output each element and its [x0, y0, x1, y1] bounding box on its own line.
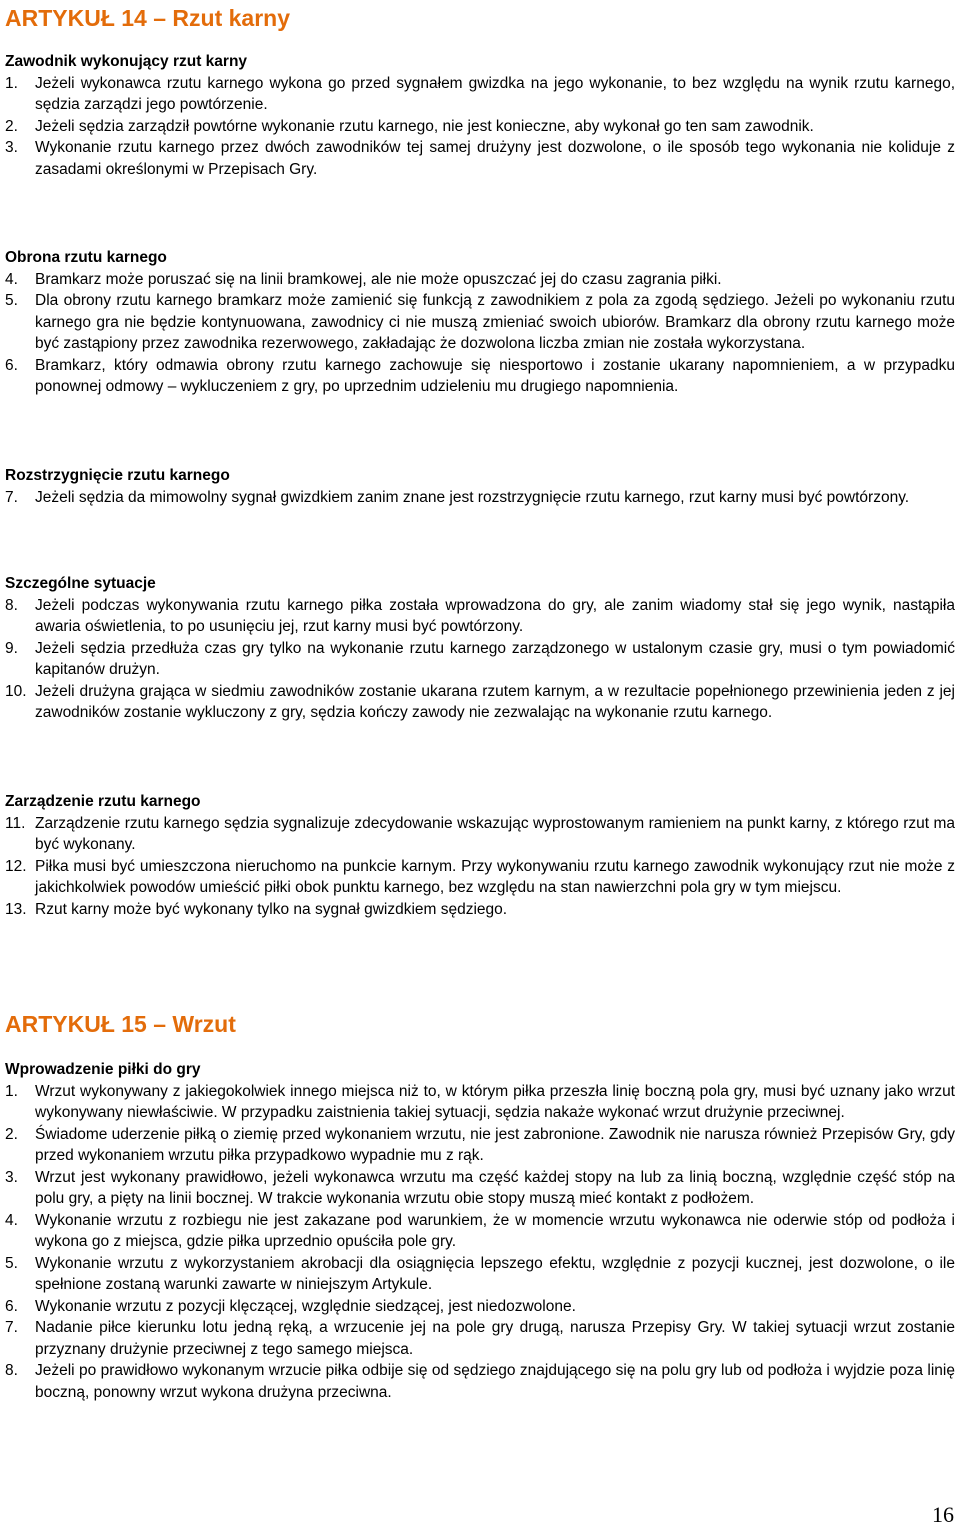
rule-item [5, 1210, 955, 1253]
section-ball-into-play [5, 1059, 955, 1403]
rule-text: Jeżeli sędzia da mimowolny sygnał gwizdkiem zanim znane jest rozstrzygnięcie rzutu karnego, rzut karny musi być powtórzony. [35, 488, 910, 506]
section-heading: Szczególne sytuacje [5, 575, 156, 592]
rule-number: 12. [5, 857, 27, 875]
rule-text: Wykonanie wrzutu z rozbiegu nie jest zakazane pod warunkiem, że w momencie wrzutu wykonawca nie oderwie stóp od podłoża i wykona go z miejsca, gdzie piłka uprzednio opuściła pole gry. [35, 1211, 955, 1250]
rule-item [5, 1167, 955, 1210]
rule-text: Jeżeli drużyna grająca w siedmiu zawodników zostanie ukarana rzutem karnym, a w rezultacie popełnionego przewinienia jeden z jej zawodników zostanie wykluczony z gry, sędzia kończy zawody nie zezwalając na wykonanie rzutu karnego. [35, 682, 955, 721]
rule-item [5, 269, 955, 291]
rule-item [5, 1296, 955, 1318]
rule-item [5, 595, 955, 638]
rule-text: Jeżeli sędzia przedłuża czas gry tylko na wykonanie rzutu karnego zarządzonego w ustalonym czasie gry, musi o tym powiadomić kapitanów drużyn. [35, 639, 955, 678]
rule-number: 5. [5, 1254, 18, 1272]
section-penalty-result [5, 465, 955, 508]
rule-number: 9. [5, 639, 18, 657]
article-15-title: ARTYKUŁ 15 – Wrzut [5, 1011, 236, 1037]
rule-item [5, 899, 955, 921]
rule-number: 13. [5, 900, 27, 918]
rule-text: Bramkarz może poruszać się na linii bramkowej, ale nie może opuszczać jej do czasu zagrania piłki. [35, 270, 722, 288]
section-heading: Obrona rzutu karnego [5, 249, 167, 266]
section-heading: Zawodnik wykonujący rzut karny [5, 53, 248, 70]
section-penalty-defence [5, 247, 955, 398]
section-heading: Wprowadzenie piłki do gry [5, 1061, 201, 1078]
rule-number: 10. [5, 682, 27, 700]
rule-item [5, 1253, 955, 1296]
rule-text: Wrzut jest wykonany prawidłowo, jeżeli wykonawca wrzutu ma część każdej stopy na lub za linią boczną, względnie część stóp na polu gry, a pięty na linii bocznej. W trakcie wykonania wrzutu obie stopy muszą mieć kontakt z podłożem. [35, 1168, 955, 1207]
rule-item [5, 1124, 955, 1167]
rule-text: Jeżeli wykonawca rzutu karnego wykona go przed sygnałem gwizdka na jego wykonanie, to bez względu na wynik rzutu karnego, sędzia zarządzi jego powtórzenie. [35, 74, 955, 113]
section-penalty-taker [5, 51, 955, 180]
rule-number: 7. [5, 1319, 18, 1336]
rule-text: Wykonanie wrzutu z pozycji klęczącej, względnie siedzącej, jest niedozwolone. [35, 1297, 576, 1315]
rule-text: Wykonanie rzutu karnego przez dwóch zawodników tej samej drużyny jest dozwolone, o ile sposób tego wykonania nie koliduje z zasadami określonymi w Przepisach Gry. [35, 139, 955, 178]
rule-number: 6. [5, 356, 18, 374]
article-14-title: ARTYKUŁ 14 – Rzut karny [5, 5, 291, 31]
rule-text: Rzut karny może być wykonany tylko na sygnał gwizdkiem sędziego. [35, 900, 508, 918]
rule-text: Świadome uderzenie piłką o ziemię przed wykonaniem wrzutu, nie jest zabronione. Zawodnik nie narusza również Przepisów Gry, gdy przed wykonaniem wrzutu piłka przypadkowo wypadnie mu z rąk. [35, 1125, 955, 1164]
rule-number: 7. [5, 488, 18, 506]
rule-item [5, 1081, 955, 1124]
rule-item [5, 1317, 955, 1360]
rule-number: 2. [5, 117, 18, 135]
rule-item [5, 487, 955, 509]
rule-number: 4. [5, 1211, 18, 1229]
rule-text: Nadanie piłce kierunku lotu jedną ręką, a wrzucenie jej na pole gry drugą, narusza Przepisy Gry. W takiej sytuacji wrzut zostanie przyznany drużynie przeciwnej z tego samego miejsca. [35, 1319, 955, 1358]
rule-text: Wrzut wykonywany z jakiegokolwiek innego miejsca niż to, w którym piłka przeszła linię boczną pola gry, musi być uznany jako wrzut wykonywany niewłaściwie. W przypadku zaistnienia takiej sytuacji, sędzia nakaże wykonać wrzut drużynie przeciwnej. [35, 1082, 955, 1121]
rule-number: 1. [5, 1082, 18, 1100]
rule-number: 8. [5, 596, 18, 614]
rule-item [5, 681, 955, 724]
rule-item [5, 355, 955, 398]
section-penalty-award [5, 791, 955, 920]
rule-number: 6. [5, 1297, 18, 1315]
section-special-situations [5, 573, 955, 724]
section-heading: Zarządzenie rzutu karnego [5, 793, 201, 810]
rule-number: 1. [5, 74, 18, 92]
rule-number: 4. [5, 270, 18, 288]
rule-number: 8. [5, 1362, 18, 1379]
rule-item [5, 290, 955, 355]
rule-item [5, 73, 955, 116]
rule-number: 2. [5, 1125, 18, 1143]
rule-number: 11. [5, 814, 26, 832]
section-heading: Rozstrzygnięcie rzutu karnego [5, 467, 230, 484]
rule-text: Bramkarz, który odmawia obrony rzutu karnego zachowuje się niesportowo i zostanie ukarany napomnieniem, a w przypadku ponownej odmowy – wykluczeniem z gry, po uprzednim udzieleniu mu drugiego napomnienia. [35, 356, 955, 395]
rule-text: Jeżeli po prawidłowo wykonanym wrzucie piłka odbije się od sędziego znajdującego się na polu gry lub od podłoża i wyjdzie poza linię boczną, ponowny wrzut wykona drużyna przeciwna. [35, 1362, 955, 1401]
rule-text: Wykonanie wrzutu z wykorzystaniem akrobacji dla osiągnięcia lepszego efektu, względnie z pozycji kucznej, jest dozwolone, o ile spełnione zostaną warunki zawarte w niniejszym Artykule. [35, 1254, 955, 1293]
rule-item [5, 638, 955, 681]
rule-item [5, 116, 955, 138]
rule-item [5, 856, 955, 899]
rule-text: Dla obrony rzutu karnego bramkarz może zamienić się funkcją z zawodnikiem z pola za zgodą sędziego. Jeżeli po wykonaniu rzutu karnego gra nie będzie kontynuowana, zawodnicy ci nie muszą zmieniać swoich ubiorów. Bramkarz dla obrony rzutu karnego może być zastąpiony przez zawodnika rezerwowego, zakładając że dozwolona liczba zmian nie została wykorzystana. [35, 292, 955, 352]
rule-item [5, 1360, 955, 1403]
rule-number: 3. [5, 139, 18, 156]
rule-number: 3. [5, 1168, 18, 1186]
rule-text: Jeżeli podczas wykonywania rzutu karnego piłka została wprowadzona do gry, ale zanim wiadomy stał się jego wynik, nastąpiła awaria oświetlenia, to po usunięciu jej, rzut karny musi być powtórzony. [35, 596, 955, 635]
rule-number: 5. [5, 292, 18, 309]
rule-text: Jeżeli sędzia zarządził powtórne wykonanie rzutu karnego, nie jest konieczne, aby wykonał go ten sam zawodnik. [35, 117, 814, 135]
rule-text: Piłka musi być umieszczona nieruchomo na punkcie karnym. Przy wykonywaniu rzutu karnego zawodnik wykonujący rzut nie może z jakichkolwiek powodów umieścić piłki obok punktu karnego, bez względu na stan nawierzchni pola gry w tym miejscu. [35, 857, 955, 896]
rule-text: Zarządzenie rzutu karnego sędzia sygnalizuje zdecydowanie wskazując wyprostowanym ramieniem na punkt karny, z którego rzut ma być wykonany. [35, 814, 955, 853]
rule-item [5, 137, 955, 180]
rule-item [5, 813, 955, 856]
page-number: 16 [932, 1502, 954, 1527]
